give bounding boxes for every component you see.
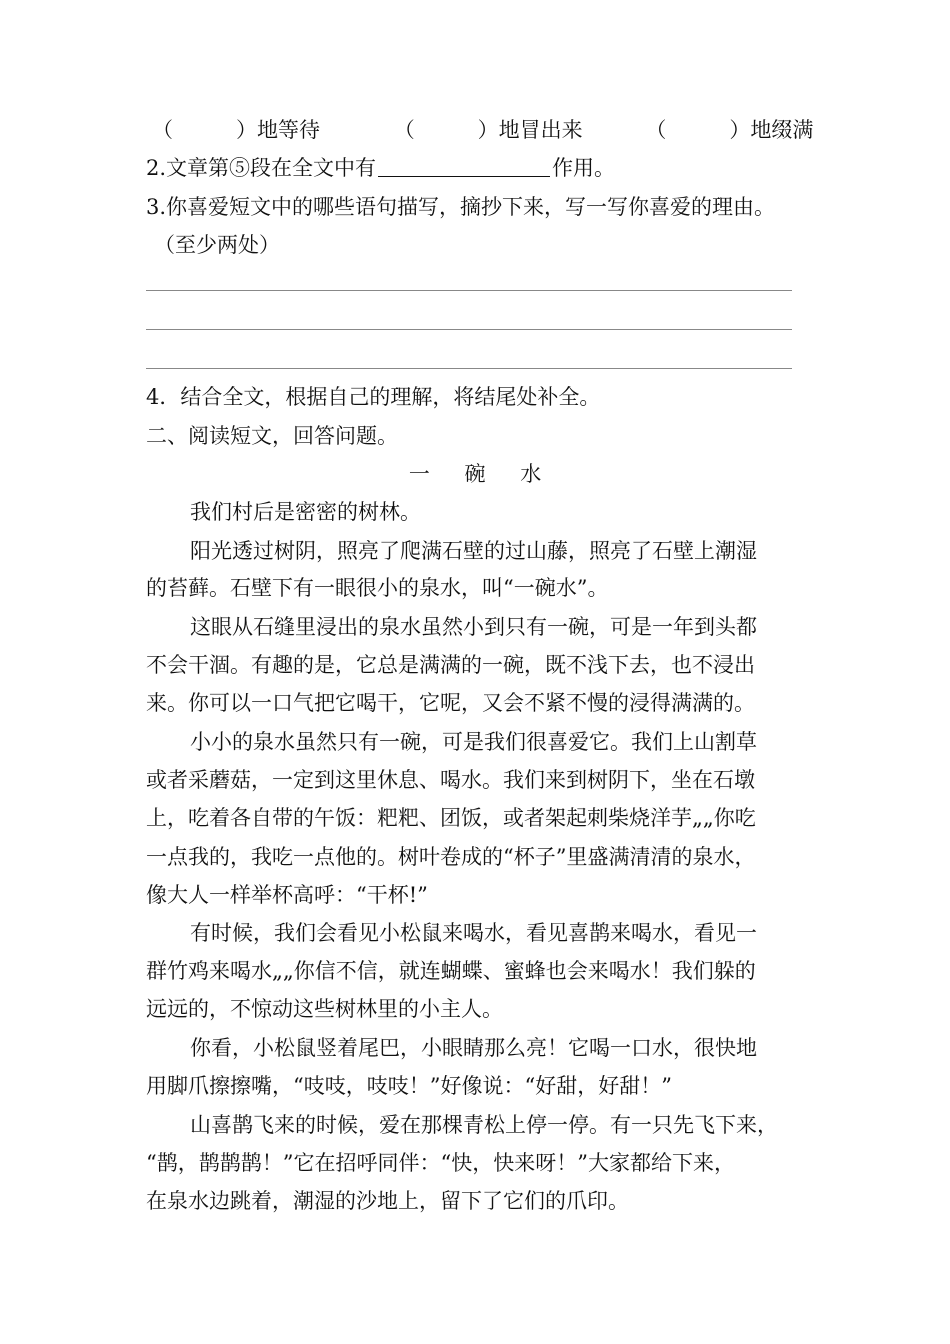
article-line: 山喜鹊飞来的时候，爱在那棵青松上停一停。有一只先飞下来， [190, 1113, 778, 1137]
article-line: 用脚爪擦擦嘴，“吱吱，吱吱！”好像说：“好甜，好甜！” [146, 1074, 672, 1098]
article-line: 或者采蘑菇，一定到这里休息、喝水。我们来到树阴下，坐在石墩 [146, 768, 755, 792]
article-line: 我们村后是密密的树林。 [190, 500, 421, 524]
q4-line: 4．结合全文，根据自己的理解，将结尾处补全。 [146, 385, 601, 409]
q2-text-after: 作用。 [552, 156, 616, 180]
q2-answer-blank[interactable] [378, 154, 550, 177]
article-line: 一点我的，我吃一点他的。树叶卷成的“杯子”里盛满清清的泉水， [146, 845, 756, 869]
article-line: 有时候，我们会看见小松鼠来喝水，看见喜鹊来喝水，看见一 [190, 921, 757, 945]
q3-line-2: （至少两处） [154, 233, 280, 257]
section-2-heading: 二、阅读短文，回答问题。 [146, 424, 398, 448]
article-title-char-1: 一 [408, 462, 430, 486]
article-line: 你看，小松鼠竖着尾巴，小眼睛那么亮！它喝一口水，很快地 [190, 1036, 757, 1060]
answer-line-3[interactable] [146, 368, 792, 369]
q1-item-2: （ ）地冒出来 [393, 118, 583, 142]
q2-line [146, 153, 615, 183]
q1-item-1: （ ）地等待 [152, 118, 320, 142]
article-line: 的苔藓。石壁下有一眼很小的泉水，叫“一碗水”。 [146, 576, 609, 600]
article-line: “鹊，鹊鹊鹊！”它在招呼同伴：“快，快来呀！”大家都给下来， [146, 1151, 735, 1175]
q1-blanks-row [152, 115, 812, 145]
article-line: 小小的泉水虽然只有一碗，可是我们很喜爱它。我们上山割草 [190, 730, 757, 754]
article-line: 像大人一样举杯高呼：“干杯!” [146, 883, 428, 907]
article-line: 不会干涸。有趣的是，它总是满满的一碗，既不浅下去，也不浸出 [146, 653, 755, 677]
article-line: 群竹鸡来喝水„„你信不信，就连蝴蝶、蜜蜂也会来喝水！我们躲的 [146, 959, 756, 983]
article-line: 来。你可以一口气把它喝干，它呢，又会不紧不慢的浸得满满的。 [146, 691, 755, 715]
article-title-char-2: 碗 [464, 462, 486, 486]
article-line: 远远的，不惊动这些树林里的小主人。 [146, 997, 503, 1021]
q2-text-before: 2.文章第⑤段在全文中有 [146, 156, 377, 180]
article-title [0, 459, 950, 489]
article-line: 这眼从石缝里浸出的泉水虽然小到只有一碗，可是一年到头都 [190, 615, 757, 639]
article-line: 在泉水边跳着，潮湿的沙地上，留下了它们的爪印。 [146, 1189, 629, 1213]
article-line: 上，吃着各自带的午饭：粑粑、团饭，或者架起刺柴烧洋芋„„你吃 [146, 806, 756, 830]
q3-line-1: 3.你喜爱短文中的哪些语句描写，摘抄下来，写一写你喜爱的理由。 [146, 195, 776, 219]
article-title-char-3: 水 [520, 462, 542, 486]
answer-line-2[interactable] [146, 329, 792, 330]
article-line: 阳光透过树阴，照亮了爬满石壁的过山藤，照亮了石壁上潮湿 [190, 539, 757, 563]
q1-item-3: （ ）地缀满 [645, 118, 814, 142]
answer-line-1[interactable] [146, 290, 792, 291]
